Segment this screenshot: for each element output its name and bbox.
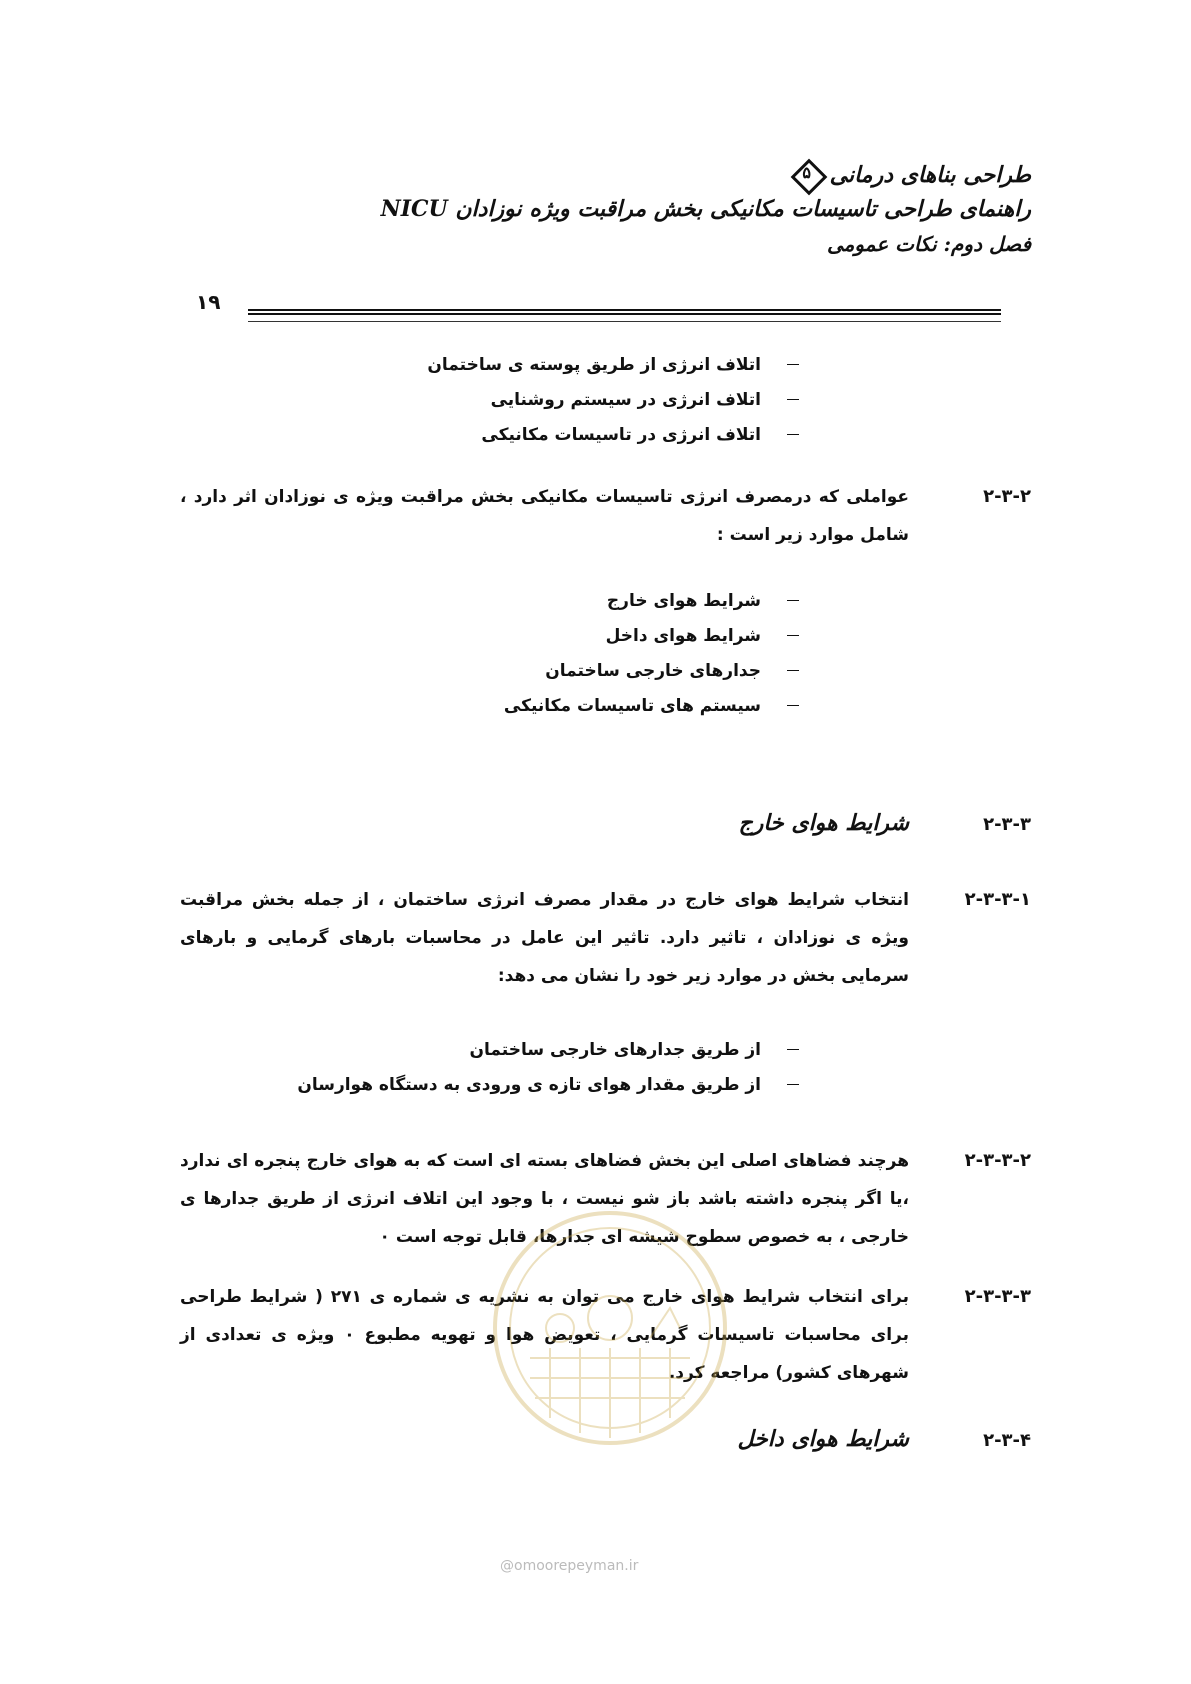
list-item: شرایط هوای خارج xyxy=(504,583,799,618)
list-item: سیستم های تاسیسات مکانیکی xyxy=(504,688,799,723)
bullet-list-1 xyxy=(427,347,799,452)
header-line-3: فصل دوم: نکات عمومی xyxy=(826,232,1031,256)
dash-icon xyxy=(787,635,799,636)
section-2-3-3-1 xyxy=(180,881,1031,995)
heading-number: ۲-۳-۴ xyxy=(983,1430,1031,1451)
section-text: انتخاب شرایط هوای خارج در مقدار مصرف انرژی ساختمان ، از جمله بخش مراقبت ویژه ی نوزادان ، تاثیر دارد. تاثیر این عامل در محاسبات بارهای گرمایی و بارهای سرمایی بخش در موارد زیر خود را نشان می دهد: xyxy=(180,890,909,986)
list-item: اتلاف انرژی از طریق پوسته ی ساختمان xyxy=(427,347,799,382)
dash-icon xyxy=(787,705,799,706)
bullet-list-3 xyxy=(297,1032,799,1102)
list-item: شرایط هوای داخل xyxy=(504,618,799,653)
header-line-2: راهنمای طراحی تاسیسات مکانیکی بخش مراقبت ویژه نوزادان NICU xyxy=(380,196,1031,222)
dash-icon xyxy=(787,434,799,435)
dash-icon xyxy=(787,1049,799,1050)
heading-number: ۲-۳-۳ xyxy=(983,814,1031,835)
section-text: برای انتخاب شرایط هوای خارج می توان به نشریه ی شماره ی ۲۷۱ ( شرایط طراحی برای محاسبات تاسیسات گرمایی ، تعویض هوا و تهویه مطبوع ٠ ویژه ی تعدادی از شهرهای کشور) مراجعه کرد. xyxy=(180,1287,910,1383)
watermark-url: @omoorepeyman.ir xyxy=(500,1558,639,1574)
header-title: طراحی بناهای درمانی xyxy=(829,162,1031,188)
dash-icon xyxy=(787,600,799,601)
list-item: از طریق جدارهای خارجی ساختمان xyxy=(297,1032,799,1067)
heading-text: شرایط هوای خارج xyxy=(738,810,909,836)
header-rule-thin xyxy=(248,321,1001,322)
list-item: اتلاف انرژی در تاسیسات مکانیکی xyxy=(427,417,799,452)
section-number: ۲-۳-۲ xyxy=(983,486,1031,507)
section-text: هرچند فضاهای اصلی این بخش فضاهای بسته ای است که به هوای خارج پنجره ای ندارد ،یا اگر پنجره داشته باشد باز شو نیست ، با وجود این اتلاف انرژی از طریق جدارها ی خارجی ، به خصوص سطوح شیشه ای جدارها، قابل توجه است ٠ xyxy=(180,1151,909,1247)
section-text: عواملی که درمصرف انرژی تاسیسات مکانیکی بخش مراقبت ویژه ی نوزادان اثر دارد ، شامل موارد زیر است : xyxy=(180,487,909,545)
list-item: از طریق مقدار هوای تازه ی ورودی به دستگاه هوارسان xyxy=(297,1067,799,1102)
dash-icon xyxy=(787,364,799,365)
dash-icon xyxy=(787,399,799,400)
page-header xyxy=(381,160,1031,256)
list-item: جدارهای خارجی ساختمان xyxy=(504,653,799,688)
page-number: ۱۹ xyxy=(196,290,221,314)
header-line-1 xyxy=(381,160,1031,190)
dash-icon xyxy=(787,1084,799,1085)
heading-2-3-4 xyxy=(738,1426,1031,1452)
section-number: ۲-۳-۳-۳ xyxy=(964,1286,1031,1307)
header-rule xyxy=(248,309,1001,317)
chapter-badge-icon: ۵ xyxy=(792,160,822,190)
list-item: اتلاف انرژی در سیستم روشنایی xyxy=(427,382,799,417)
heading-2-3-3 xyxy=(739,810,1031,836)
watermark-seal-icon xyxy=(490,1198,730,1458)
section-number: ۲-۳-۳-۱ xyxy=(964,889,1031,910)
section-number: ۲-۳-۳-۲ xyxy=(964,1150,1031,1171)
dash-icon xyxy=(787,670,799,671)
heading-text: شرایط هوای داخل xyxy=(737,1426,909,1452)
section-2-3-2 xyxy=(180,478,1031,554)
bullet-list-2 xyxy=(504,583,799,723)
